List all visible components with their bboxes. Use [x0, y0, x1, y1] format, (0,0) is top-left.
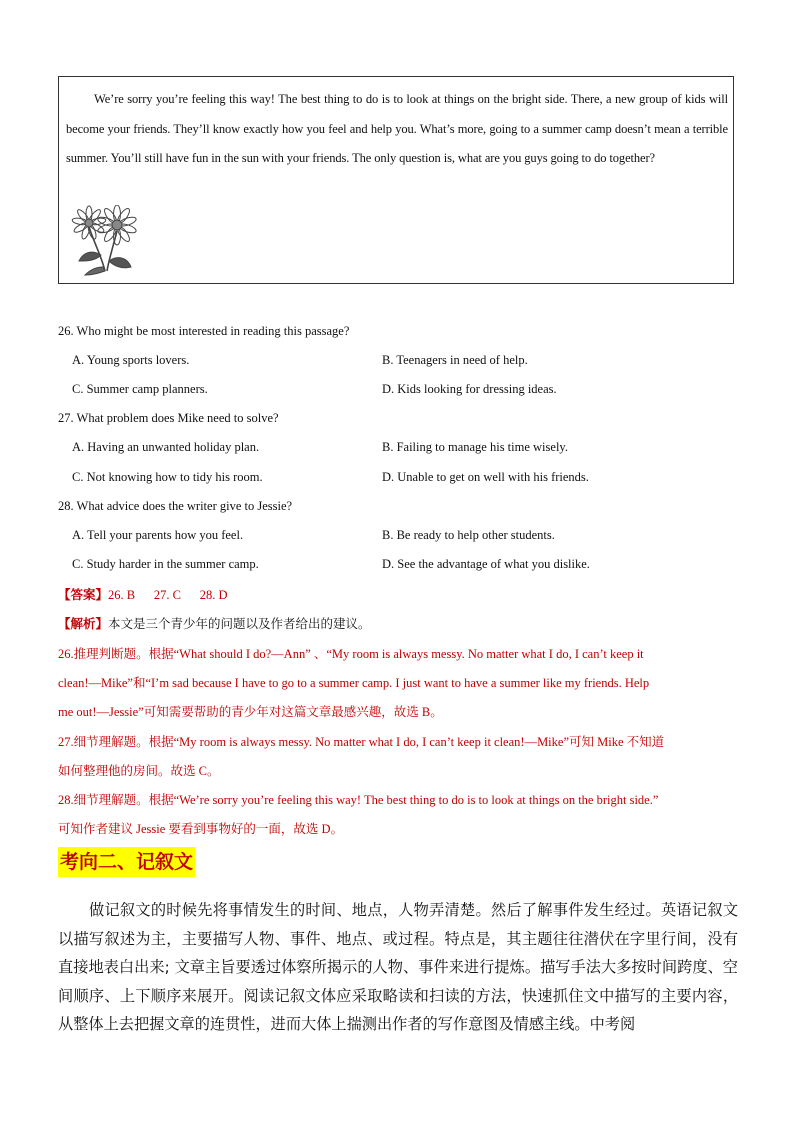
question-26-stem: 26. Who might be most interested in reading this passage?	[58, 324, 350, 338]
flower-illustration	[65, 205, 145, 277]
section-title: 考向二、记叙文	[58, 847, 195, 877]
question-28-option-a: A. Tell your parents how you feel.	[72, 528, 244, 542]
question-26-option-c: C. Summer camp planners.	[72, 382, 208, 396]
question-27-option-b: B. Failing to manage his time wisely.	[382, 440, 568, 454]
question-27-option-d: D. Unable to get on well with his friends.	[382, 470, 589, 484]
analysis-line-3: me out!—Jessie”可知需要帮助的青少年对这篇文章最感兴趣，故选 B。	[58, 705, 443, 719]
question-27-stem: 27. What problem does Mike need to solve?	[58, 411, 279, 425]
analysis-line-7: 可知作者建议 Jessie 要看到事物好的一面，故选 D。	[58, 822, 344, 836]
analysis-label: 【解析】	[58, 616, 109, 631]
question-28-option-c: C. Study harder in the summer camp.	[72, 557, 259, 571]
answer-line	[58, 585, 227, 603]
analysis-line-2: clean!—Mike”和“I’m sad because I have to go to a summer camp. I just want to have a summer like my friends. Help	[58, 676, 650, 690]
analysis-line-1: 26.推理判断题。根据“What should I do?—Ann” 、“My room is always messy. No matter what I do, I can’t keep it	[58, 647, 644, 661]
question-28-option-b: B. Be ready to help other students.	[382, 528, 555, 542]
passage-text	[66, 85, 728, 174]
passage-body: We’re sorry you’re feeling this way! The best thing to do is to look at things on the bright side. There, a new group of kids will become your friends. They’ll know exactly how you feel and help you. What’s more, going to a summer camp doesn’t mean a terrible summer. You’ll still have fun in the sun with your friends. The only question is, what are you guys going to do together?	[66, 92, 728, 165]
question-26-option-a: A. Young sports lovers.	[72, 353, 190, 367]
section-paragraph: 做记叙文的时候先将事情发生的时间、地点，人物弄清楚。然后了解事件发生经过。英语记叙文以描写叙述为主，主要描写人物、事件、地点、或过程。特点是，其主题往往潜伏在字里行间，没有直接地表白出来; 文章主旨要透过体察所揭示的人物、事件来进行提炼。描写手法大多按时间跨度、空间顺序、上下顺序来展开。阅读记叙文体应采取略读和扫读的方法，快速抓住文中描写的主要内容，从整体上去把握文章的连贯性，进而大体上揣测出作者的写作意图及情感主线。中考阅	[58, 901, 738, 1033]
passage-box	[58, 76, 734, 284]
question-28-stem: 28. What advice does the writer give to Jessie?	[58, 499, 293, 513]
question-28-option-d: D. See the advantage of what you dislike.	[382, 557, 590, 571]
analysis-line-5: 如何整理他的房间。故选 C。	[58, 764, 220, 778]
question-27-option-c: C. Not knowing how to tidy his room.	[72, 470, 263, 484]
answer-label: 【答案】	[58, 587, 109, 602]
analysis-line-6: 28.细节理解题。根据“We’re sorry you’re feeling this way! The best thing to do is to look at things on the bright side.”	[58, 793, 659, 807]
analysis-summary: 本文是三个青少年的问题以及作者给出的建议。	[108, 616, 371, 631]
analysis-line-4: 27.细节理解题。根据“My room is always messy. No matter what I do, I can’t keep it clean!—Mike”可知 Mike 不知道	[58, 735, 665, 749]
question-26-option-b: B. Teenagers in need of help.	[382, 353, 528, 367]
answer-values: 26. B 27. C 28. D	[108, 588, 228, 602]
analysis-summary-line	[58, 614, 371, 632]
question-27-option-a: A. Having an unwanted holiday plan.	[72, 440, 260, 454]
question-26-option-d: D. Kids looking for dressing ideas.	[382, 382, 557, 396]
